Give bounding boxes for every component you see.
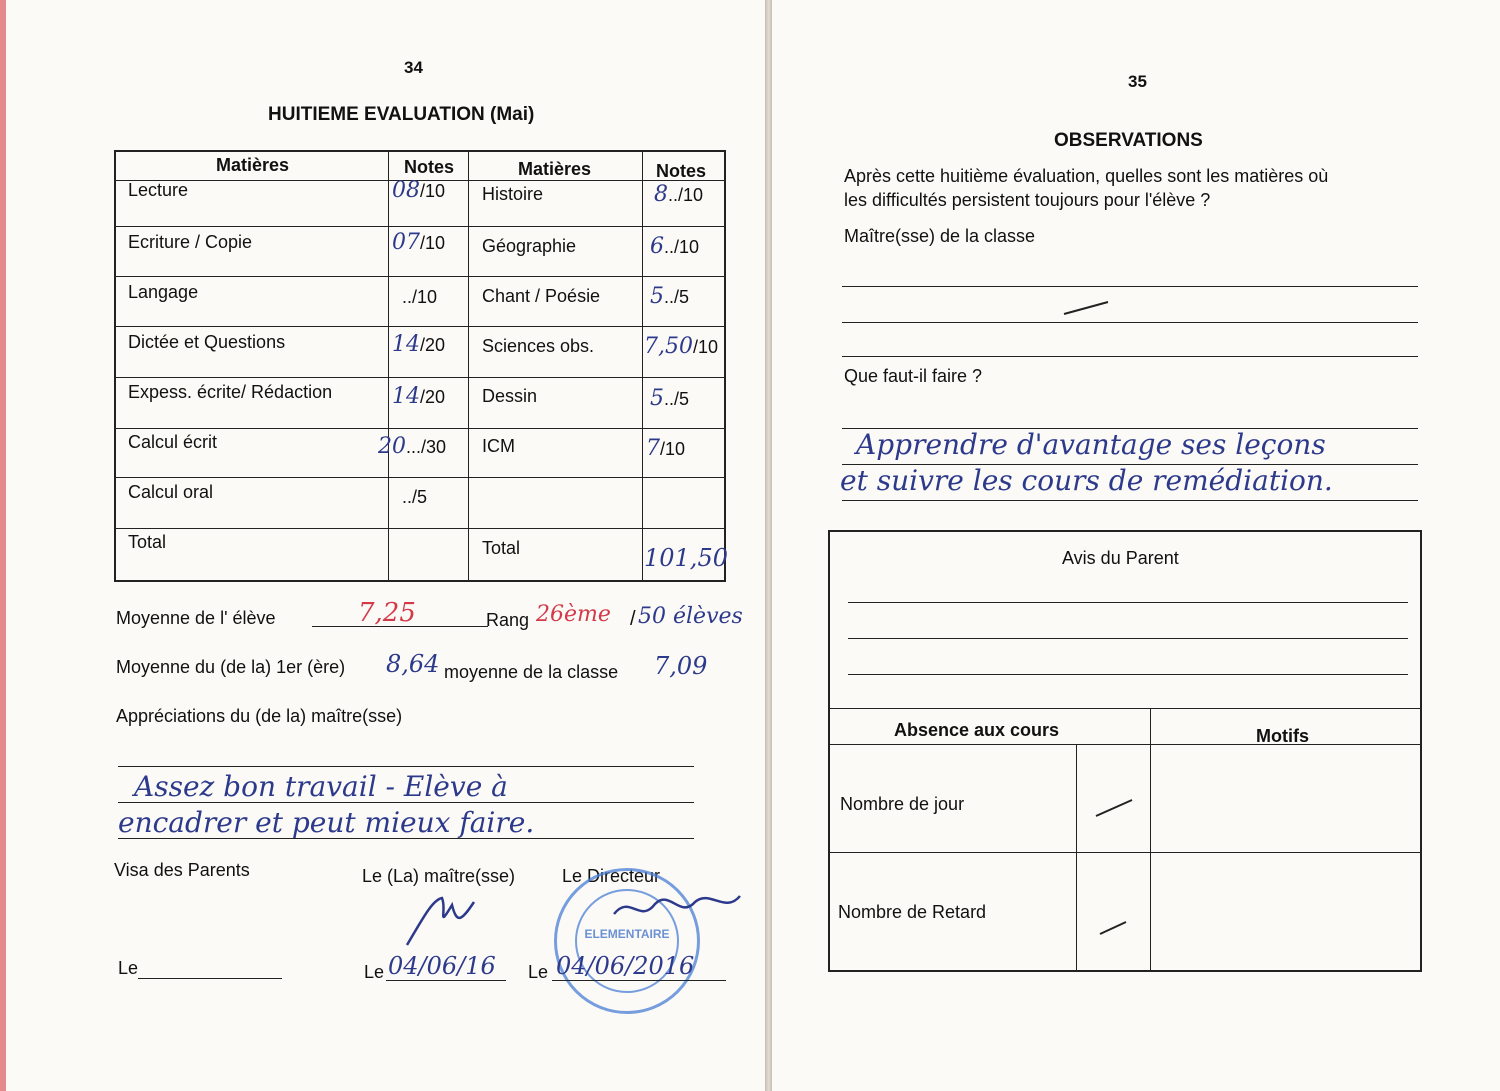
maitre-classe-label: Maître(sse) de la classe (844, 226, 1036, 246)
dash-mark (1062, 298, 1112, 318)
answer-line-2: et suivre les cours de remédiation. (840, 464, 1333, 497)
header-notes-1: Notes (404, 157, 455, 177)
subject-langage: Langage (128, 282, 199, 302)
rang-value: 26ème (536, 602, 611, 627)
subject-dessin: Dessin (482, 386, 538, 406)
grade-icm: 7/10 (646, 436, 686, 461)
grade-calcul-ecrit: 20.../30 (378, 434, 447, 459)
grade-lecture: 08/10 (392, 178, 446, 203)
appreciation-line-1: Assez bon travail - Elève à (134, 770, 508, 803)
subject-chant-poesie: Chant / Poésie (482, 286, 601, 306)
grade-dictee: 14/20 (392, 332, 446, 357)
page-number-left: 34 (404, 58, 423, 77)
subject-redaction: Expess. écrite/ Rédaction (128, 382, 333, 402)
grade-geographie: 6../10 (650, 234, 700, 259)
parent-absence-box (828, 530, 1422, 972)
grade-sciences-obs: 7,50/10 (644, 334, 719, 359)
moyenne-premier-label: Moyenne du (de la) 1er (ère) (116, 657, 346, 677)
jour-dash-mark (1094, 796, 1134, 820)
page-number-right: 35 (1128, 72, 1147, 91)
grades-table (114, 150, 726, 582)
header-matieres-2: Matières (518, 159, 592, 179)
date-directeur: 04/06/2016 (556, 952, 695, 980)
grade-calcul-oral: ../5 (402, 487, 428, 507)
subject-icm: ICM (482, 436, 515, 456)
moyenne-eleve-value: 7,25 (358, 598, 416, 628)
header-matieres-1: Matières (216, 155, 290, 175)
appreciation-line-2: encadrer et peut mieux faire. (118, 806, 535, 839)
moyenne-premier-value: 8,64 (386, 650, 440, 678)
answer-line-1: Apprendre d'avantage ses leçons (856, 428, 1326, 461)
subject-dictee: Dictée et Questions (128, 332, 286, 352)
moyenne-eleve-label: Moyenne de l' élève (116, 608, 276, 628)
page-title-left: HUITIEME EVALUATION (Mai) (268, 104, 535, 125)
retard-dash-mark (1098, 918, 1128, 938)
visa-parents-label: Visa des Parents (114, 860, 250, 880)
grade-redaction: 14/20 (392, 384, 446, 409)
header-notes-2: Notes (656, 161, 707, 181)
le-label-parents: Le (118, 958, 139, 978)
nombre-retard-label: Nombre de Retard (838, 902, 987, 922)
moyenne-classe-value: 7,09 (654, 652, 708, 680)
question-line-2: les difficultés persistent toujours pour l'élève ? (844, 190, 1211, 210)
moyenne-classe-label: moyenne de la classe (444, 662, 619, 682)
motifs-header: Motifs (1256, 726, 1309, 746)
subject-sciences-obs: Sciences obs. (482, 336, 595, 356)
teacher-signature (402, 890, 482, 950)
date-maitre: 04/06/16 (388, 952, 496, 980)
rang-label: Rang (486, 610, 530, 630)
absence-header: Absence aux cours (894, 720, 1060, 740)
subject-calcul-oral: Calcul oral (128, 482, 214, 502)
avis-parent-label: Avis du Parent (1062, 548, 1179, 568)
que-faire-label: Que faut-il faire ? (844, 366, 983, 386)
le-label-maitre: Le (364, 962, 385, 982)
subject-ecriture: Ecriture / Copie (128, 232, 253, 252)
directeur-label: Le Directeur (562, 866, 661, 886)
rang-separator: / (630, 608, 636, 630)
nombre-jour-label: Nombre de jour (840, 794, 965, 814)
grade-langage: ../10 (402, 287, 438, 307)
school-stamp: ELEMENTAIRE (554, 868, 700, 1014)
right-page (772, 0, 1500, 1091)
question-line-1: Après cette huitième évaluation, quelles sont les matières où (844, 166, 1329, 186)
director-signature (610, 884, 750, 934)
grade-histoire: 8../10 (654, 182, 704, 207)
total-label-1: Total (128, 532, 167, 552)
subject-calcul-ecrit: Calcul écrit (128, 432, 218, 452)
page-title-right: OBSERVATIONS (1054, 130, 1203, 151)
total-label-2: Total (482, 538, 521, 558)
subject-geographie: Géographie (482, 236, 577, 256)
appreciations-label: Appréciations du (de la) maître(sse) (116, 706, 403, 726)
grade-dessin: 5../5 (650, 386, 690, 411)
subject-lecture: Lecture (128, 180, 189, 200)
total-value: 101,50 (644, 544, 728, 572)
le-label-directeur: Le (528, 962, 549, 982)
rang-total: 50 élèves (638, 604, 743, 629)
grade-chant-poesie: 5../5 (650, 284, 690, 309)
grade-ecriture: 07/10 (392, 230, 446, 255)
subject-histoire: Histoire (482, 184, 544, 204)
maitre-signature-label: Le (La) maître(sse) (362, 866, 516, 886)
